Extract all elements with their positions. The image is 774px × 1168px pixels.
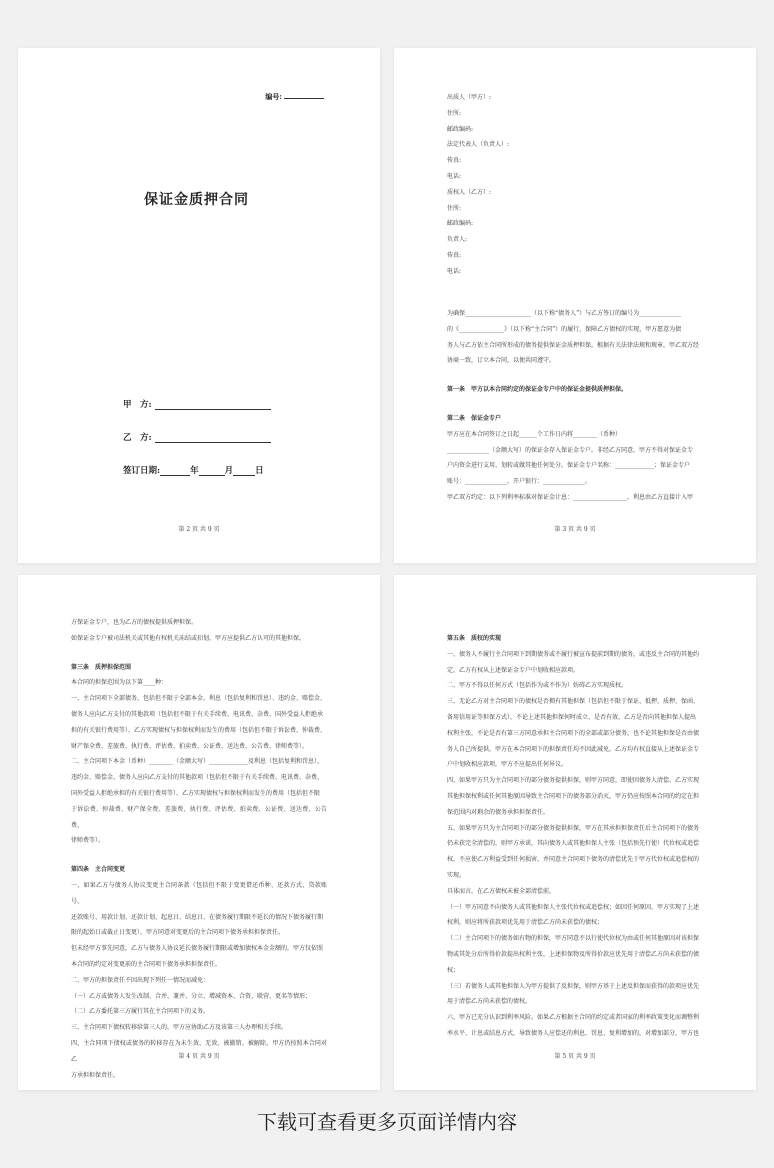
text-line: 务人自己所提供，甲方在本合同项下的担保责任均不因此减免，乙方均有权直接从上述保证金专 — [447, 745, 700, 753]
sign-date-label: 签订日期: — [123, 466, 161, 476]
text-line: 账号：______________，开户银行：______________。 — [447, 478, 592, 486]
text-line: 于诉讼费、仲裁费、财产保全费、差旅费、执行费、评估费、拍卖费、公证费、送达费、公告费、 — [71, 805, 327, 829]
text-line: 一、如果乙方与债务人协议变更主合同条款（包括但不限于变更借还币种、还款方式、贷款账号、 — [71, 881, 327, 905]
article-3-heading: 第三条 质押担保范围 — [71, 663, 132, 671]
page-number: 第 5 页 共 9 页 — [554, 1053, 596, 1060]
text-line: （一）甲方同意不向债务人或其他担保人主张代位权或追偿权；如因任何原因，甲方实现了上述 — [447, 903, 700, 911]
contract-page-3 — [394, 48, 756, 563]
page-5-body — [447, 631, 703, 1042]
contract-number-field — [265, 92, 324, 102]
party-b-row — [123, 431, 271, 443]
text-line: 为确保______________________（以下称“债务人”）与乙方签订的编号为______________ — [447, 310, 682, 317]
text-line: 权； — [447, 966, 460, 974]
text-line: 权利主张，不论是否有第三方同意承担主合同项下的全部或部分债务，也不论其他担保是否由债 — [447, 729, 700, 737]
text-line: 本合同的担保范围为以下第____种： — [71, 679, 168, 687]
text-line: 具体而言，在乙方债权未被全部清偿前， — [447, 887, 556, 895]
page-number: 第 2 页 共 9 页 — [178, 526, 220, 533]
text-line: 五、如果甲方只为主合同项下的部分债务提供担保，甲方在其承担担保责任后主合同项下的债务 — [447, 824, 700, 832]
text-line: 用于清偿乙方尚未获偿的债权。 — [447, 998, 532, 1006]
article-2-heading: 第二条 保证金专户 — [447, 414, 502, 422]
text-line: 权利，则应将所获款项优先用于清偿乙方尚未获偿的债权； — [447, 919, 604, 927]
text-line: 四、主合同项下债权或债务的转移存在为未生效、无效、被撤销、被解除，甲方仍按照本合同对乙 — [71, 1039, 327, 1063]
text-line: 保范围内对剩余的债务承担担保责任。 — [447, 808, 550, 816]
info-line: 邮政编码: — [447, 220, 474, 228]
info-line: 传真: — [447, 251, 462, 259]
download-caption: 下载可查看更多页面详情内容 — [257, 1110, 517, 1134]
party-a-row — [123, 398, 271, 410]
contract-page-5 — [394, 575, 756, 1090]
text-line: （三）若债务人或其他担保人为甲方提供了反担保，则甲方基于上述反担保而获得的款项应优先 — [447, 982, 700, 990]
page-number: 第 3 页 共 9 页 — [554, 526, 596, 533]
text-line: 三、无论乙方对主合同项下的债权是否拥有其他担保（包括但不限于保证、抵押、质押、保函、 — [447, 698, 700, 706]
text-line: 六、甲方已充分认识到利率风险。如果乙方根据主合同的约定或者国家的利率政策变化而调整利 — [447, 1014, 700, 1022]
page-4-body — [71, 615, 327, 1083]
text-line: 甲方应在本合同签订之日起______个工作日内将________（币种） — [447, 430, 622, 438]
text-line: （一）乙方或债务人发生改制、合并、兼并、分立、增减资本、合资、联营、更名等情形； — [71, 992, 312, 1000]
contract-number-label: 编号: — [265, 92, 282, 101]
info-line: 邮政编码: — [447, 125, 474, 133]
intro-paragraph — [447, 306, 703, 506]
text-line: 但未经甲方事先同意，乙方与债务人协议延长债务履行期限或增加债权本金金额的，甲方仅依照 — [71, 945, 324, 953]
contract-page-4 — [18, 575, 380, 1090]
text-line: 仍未获完全清偿的，则甲方承诺，其向债务人或其他担保人主张（包括预先行使）代位权或追偿 — [447, 840, 700, 848]
text-line: 一、主合同项下全部债务，包括但不限于全部本金、利息（包括复利和罚息）、违约金、赔偿金、 — [71, 695, 327, 703]
info-line: 质权人（乙方）: — [447, 188, 492, 196]
text-line: 律师费等）。 — [71, 837, 105, 845]
text-line: 财产保全费、差旅费、执行费、评估费、拍卖费、公证费、送达费、公告费、律师费等）。 — [71, 742, 309, 750]
text-line: （二）乙方委托第三方履行其在主合同项下的义务。 — [71, 1008, 210, 1016]
text-line: 方保证金专户，也为乙方的债权提供质押担保。 — [71, 619, 198, 626]
article-5-heading: 第五条 质权的实现 — [447, 635, 502, 642]
text-line: 实现。 — [447, 871, 466, 879]
party-info-block — [447, 90, 703, 280]
info-line: 住所: — [447, 109, 462, 117]
text-line: 率水平、计息或结息方式，导致债务人应偿还的利息、罚息、复利增加的，对增加部分，甲方也 — [447, 1029, 700, 1037]
text-line: 三、主合同项下债权转移给第三人的，甲方应协助乙方及该第三人办理相关手续。 — [71, 1024, 288, 1032]
text-line: 务人与乙方依主合同所形成的债务提供保证金质押担保。根据有关法律法规和规章，甲乙双方经 — [447, 341, 700, 349]
sign-date-row — [123, 464, 264, 476]
contract-number-blank — [284, 92, 324, 99]
year-blank — [160, 467, 190, 476]
contract-cover-page — [18, 48, 380, 563]
page-number: 第 4 页 共 9 页 — [178, 1053, 220, 1060]
info-line: 电话: — [447, 172, 462, 180]
month-label: 月 — [224, 466, 234, 476]
month-blank — [199, 467, 225, 476]
text-line: 一、债务人不履行主合同项下到期债务或不履行被宣布提前到期的债务，或违反主合同的其他约 — [447, 650, 700, 658]
text-line: 还款账号、用款计划、还款计划、起息日、结息日、在债务履行期限不延长的情况下债务履行期 — [71, 913, 324, 921]
text-line: 协商一致，订立本合同，以便共同遵守。 — [447, 357, 556, 365]
text-line: 四、如果甲方只为主合同项下的部分债务提供担保，则甲方同意，即使因债务人清偿、乙方实现 — [447, 777, 700, 785]
text-line: ______________（金额大写）的保证金存入保证金专户。非经乙方同意，甲方不得对保证金专 — [447, 446, 694, 454]
text-line: 限的起始日或截止日变更），甲方同意对变更后的主合同项下债务承担担保责任。 — [71, 929, 285, 937]
text-line: 方承担担保责任。 — [71, 1071, 120, 1079]
day-label: 日 — [255, 466, 264, 476]
text-line: 其他担保权利或任何其他原因导致主合同项下的债务部分消灭，甲方仍应按照本合同的约定在担 — [447, 792, 700, 800]
party-b-blank — [155, 434, 271, 443]
text-line: 备用信用证等担保方式），不论上述其他担保何时成立、是否有效、乙方是否向其他担保人提出 — [447, 713, 697, 721]
text-line: 二、甲方不得以任何方式（包括作为或不作为）妨碍乙方实现质权。 — [447, 682, 628, 690]
text-line: 的《_______________》（以下称“主合同”）的履行，保障乙方债权的实现，甲方愿意为债 — [447, 325, 682, 333]
article-1-heading: 第一条 甲方以本合同约定的保证金专户中的保证金提供质押担保。 — [447, 386, 628, 394]
day-blank — [233, 467, 255, 476]
text-line: 违约金、赔偿金、债务人应向乙方支付的其他款项（包括但不限于有关手续费、电讯费、杂费、 — [71, 774, 324, 782]
text-line: 户内资金进行支用、划转或做其他任何处分。保证金专户名称：_____________；保证金专户 — [447, 462, 691, 470]
info-line: 出质人（甲方）: — [447, 94, 492, 101]
text-line: 物或其处分后所得价款提出权利主张，上述担保物及所得价款应优先用于清偿乙方尚未获偿的债 — [447, 950, 700, 958]
text-line: 债务人应向乙方支付的其他款项（包括但不限于有关手续费、电讯费、杂费、国外受益人拒绝承 — [71, 710, 324, 718]
party-b-label: 乙 方: — [123, 433, 152, 443]
party-a-blank — [155, 401, 271, 410]
text-line: 二、主合同项下本金（币种）________（金额大写）_____________及利息（包括复利和罚息）、 — [71, 758, 324, 766]
text-line: 如保证金专户被司法机关或其他有权机关冻结或扣划，甲方应提供乙方认可的其他担保。 — [71, 634, 306, 642]
text-line: （二）主合同项下的债务如有物的担保，甲方同意不以行使代位权为由或任何其他原因对该担保 — [447, 935, 700, 943]
text-line: 甲乙双方约定：以下列利率标准对保证金计息：__________________。利息由乙方直接计入甲 — [447, 493, 694, 501]
text-line: 户中划收相应款项，甲方不应提出任何异议。 — [447, 761, 568, 769]
info-line: 住所: — [447, 204, 462, 212]
party-a-label: 甲 方: — [123, 400, 152, 410]
text-line: 国外受益人拒绝承担的有关银行费用等）、乙方实现债权与担保权利而发生的费用（包括但不限 — [71, 789, 321, 797]
info-line: 法定代表人（负责人）: — [447, 141, 510, 149]
article-4-heading: 第四条 主合同变更 — [71, 866, 126, 874]
text-line: 担的有关银行费用等）、乙方实现债权与担保权利而发生的费用（包括但不限于诉讼费、仲裁费、 — [71, 726, 327, 734]
info-line: 传真: — [447, 157, 462, 165]
text-line: 定，乙方有权从上述保证金专户中划收相应款项。 — [447, 666, 580, 674]
text-line: 权，不应使乙方利益受到任何损害，并同意主合同项下债务的清偿优先于甲方代位权或追偿权的 — [447, 856, 700, 864]
contract-title: 保证金质押合同 — [144, 192, 249, 208]
year-label: 年 — [190, 466, 199, 476]
info-line: 电话: — [447, 267, 462, 275]
text-line: 本合同的约定对变更前的主合同项下债务承担担保责任。 — [71, 960, 222, 968]
info-line: 负责人: — [447, 236, 468, 244]
text-line: 二、甲方的担保责任不因出现下列任一情况而减免： — [71, 976, 210, 984]
